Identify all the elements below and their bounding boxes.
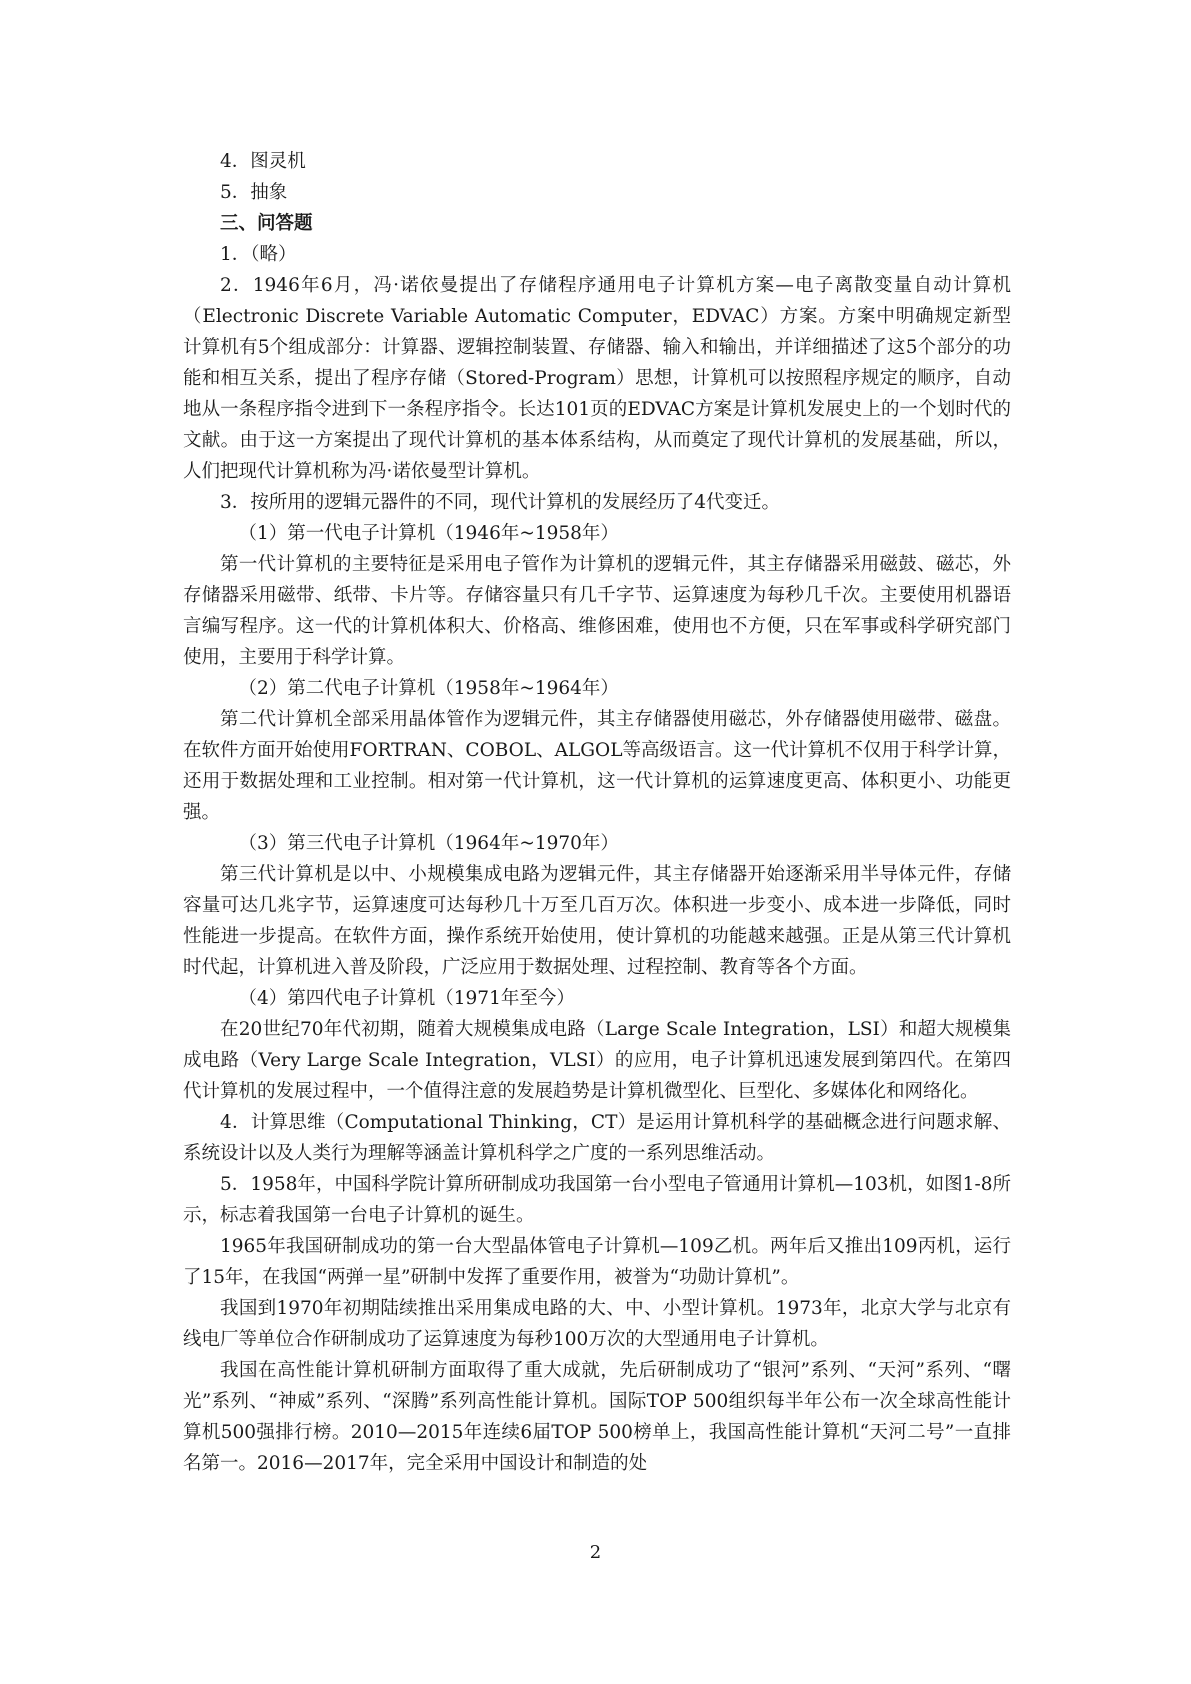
subheading-generation-2: （2）第二代电子计算机（1958年~1964年）: [238, 678, 619, 699]
page-number: 2: [589, 1542, 602, 1563]
answer-paragraph: 5．1958年，中国科学院计算所研制成功我国第一台小型电子管通用计算机—103机，如图1-8所示，标志着我国第一台电子计算机的诞生。: [183, 1174, 1011, 1226]
list-item-turing-machine: 4．图灵机: [220, 151, 306, 172]
list-item-abstraction: 5．抽象: [220, 182, 288, 203]
section-heading: 三、问答题: [220, 213, 313, 234]
answer-paragraph: 3．按所用的逻辑元器件的不同，现代计算机的发展经历了4代变迁。: [220, 492, 781, 513]
subheading-generation-1: （1）第一代电子计算机（1946年~1958年）: [238, 523, 619, 544]
answer-paragraph: 我国在高性能计算机研制方面取得了重大成就，先后研制成功了“银河”系列、“天河”系列、“曙光”系列、“神威”系列、“深腾”系列高性能计算机。国际TOP 500组织每半年公布一次全球高性能计算机500强排行榜。2010—2015年连续6届TOP 500榜单上，我国高性能计算机“天河二号”一直排名第一。2016—2017年，完全采用中国设计和制造的处: [183, 1360, 1011, 1474]
answer-paragraph: 第一代计算机的主要特征是采用电子管作为计算机的逻辑元件，其主存储器采用磁鼓、磁芯，外存储器采用磁带、纸带、卡片等。存储容量只有几千字节、运算速度为每秒几千次。主要使用机器语言编写程序。这一代的计算机体积大、价格高、维修困难，使用也不方便，只在军事或科学研究部门使用，主要用于科学计算。: [183, 554, 1011, 668]
answer-paragraph: 第二代计算机全部采用晶体管作为逻辑元件，其主存储器使用磁芯，外存储器使用磁带、磁盘。在软件方面开始使用FORTRAN、COBOL、ALGOL等高级语言。这一代计算机不仅用于科学计算，还用于数据处理和工业控制。相对第一代计算机，这一代计算机的运算速度更高、体积更小、功能更强。: [183, 709, 1012, 823]
answer-paragraph: 1．（略）: [220, 244, 297, 265]
answer-paragraph: 在20世纪70年代初期，随着大规模集成电路（Large Scale Integration，LSI）和超大规模集成电路（Very Large Scale Integration，VLSI）的应用，电子计算机迅速发展到第四代。在第四代计算机的发展过程中，一个值得注意的发展趋势是计算机微型化、巨型化、多媒体化和网络化。: [183, 1019, 1011, 1102]
answer-paragraph: 我国到1970年初期陆续推出采用集成电路的大、中、小型计算机。1973年，北京大学与北京有线电厂等单位合作研制成功了运算速度为每秒100万次的大型通用电子计算机。: [183, 1298, 1011, 1350]
answer-paragraph: 4．计算思维（Computational Thinking，CT）是运用计算机科学的基础概念进行问题求解、系统设计以及人类行为理解等涵盖计算机科学之广度的一系列思维活动。: [183, 1112, 1011, 1164]
document-body: [183, 146, 1011, 1479]
subheading-generation-3: （3）第三代电子计算机（1964年~1970年）: [238, 833, 619, 854]
answer-paragraph: 2．1946年6月，冯·诺依曼提出了存储程序通用电子计算机方案—电子离散变量自动计算机（Electronic Discrete Variable Automatic Computer，EDVAC）方案。方案中明确规定新型计算机有5个组成部分：计算器、逻辑控制装置、存储器、输入和输出，并详细描述了这5个部分的功能和相互关系，提出了程序存储（Stored-Program）思想，计算机可以按照程序规定的顺序，自动地从一条程序指令进到下一条程序指令。长达101页的EDVAC方案是计算机发展史上的一个划时代的文献。由于这一方案提出了现代计算机的基本体系结构，从而奠定了现代计算机的发展基础，所以，人们把现代计算机称为冯·诺依曼型计算机。: [183, 275, 1011, 482]
answer-paragraph: 第三代计算机是以中、小规模集成电路为逻辑元件，其主存储器开始逐渐采用半导体元件，存储容量可达几兆字节，运算速度可达每秒几十万至几百万次。体积进一步变小、成本进一步降低，同时性能进一步提高。在软件方面，操作系统开始使用，使计算机的功能越来越强。正是从第三代计算机时代起，计算机进入普及阶段，广泛应用于数据处理、过程控制、教育等各个方面。: [183, 864, 1011, 978]
subheading-generation-4: （4）第四代电子计算机（1971年至今）: [238, 988, 575, 1009]
answer-paragraph: 1965年我国研制成功的第一台大型晶体管电子计算机—109乙机。两年后又推出109丙机，运行了15年，在我国“两弹一星”研制中发挥了重要作用，被誉为“功勋计算机”。: [183, 1236, 1011, 1288]
